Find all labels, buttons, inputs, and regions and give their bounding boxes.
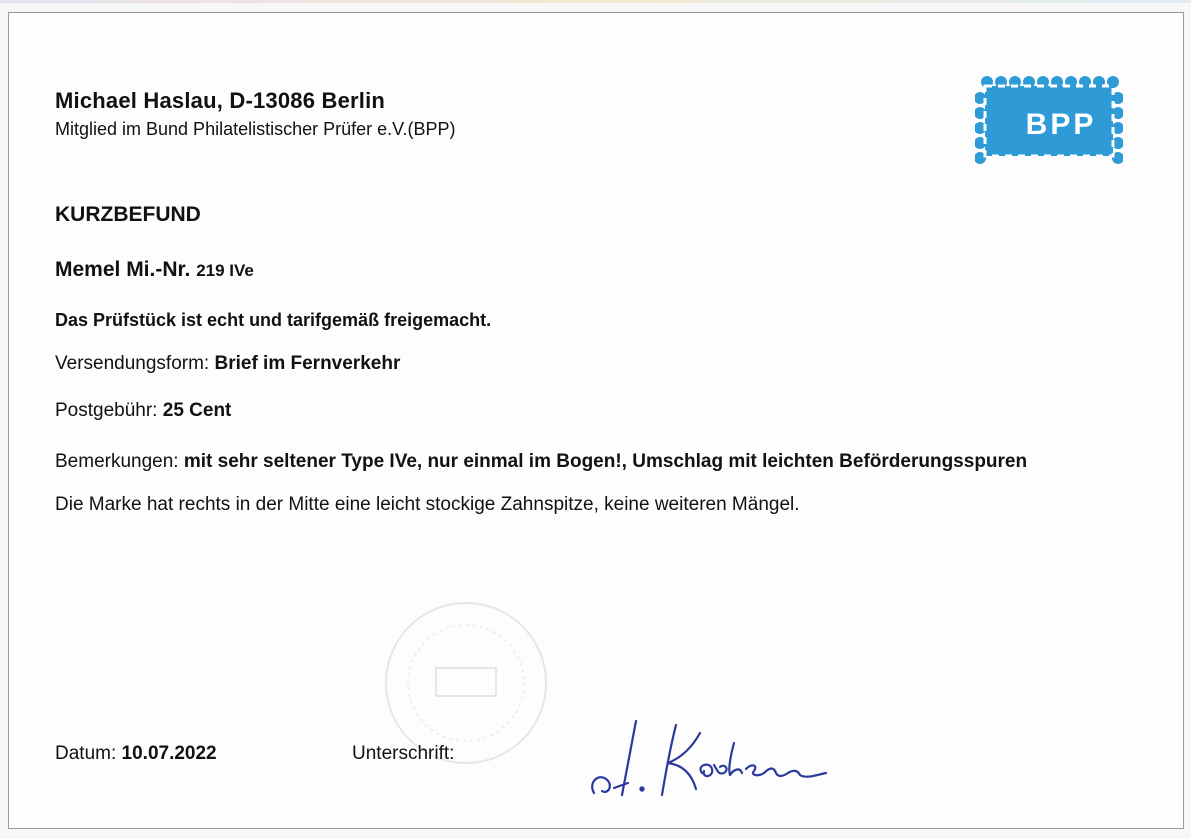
fee-line [55,400,231,422]
subject-label: Memel Mi.-Nr. [55,258,191,281]
certificate-page [8,12,1184,829]
remarks-value: mit sehr seltener Type IVe, nur einmal im Bogen!, Umschlag mit leichten Beförderungsspuren [183,451,1028,472]
bpp-logo-icon [975,76,1123,164]
result-statement: Das Prüfstück ist echt und tarifgemäß freigemacht. [55,310,492,330]
subject-line [55,258,254,282]
date-label: Datum: [55,743,117,764]
remarks-label: Bemerkungen: [55,451,179,472]
subject-number: 219 IVe [196,261,254,280]
fee-label: Postgebühr: [55,400,158,421]
shipping-value: Brief im Fernverkehr [214,353,401,374]
shipping-label: Versendungsform: [55,353,210,374]
date-value: 10.07.2022 [121,743,217,764]
bpp-logo-text: BPP [1025,108,1097,141]
signature-label: Unterschrift: [352,743,455,764]
issuer-name: Michael Haslau, D-13086 Berlin [55,88,386,113]
document-title: KURZBEFUND [55,203,201,226]
top-edge [0,0,1191,3]
membership-line: Mitglied im Bund Philatelistischer Prüfer e.V.(BPP) [55,119,456,139]
date-line [55,743,217,765]
fee-value: 25 Cent [162,400,232,421]
defect-note: Die Marke hat rechts in der Mitte eine leicht stockige Zahnspitze, keine weiteren Mängel. [55,494,800,515]
remarks-line [55,451,1027,473]
shipping-line [55,353,400,375]
handwritten-signature-icon [584,703,834,803]
